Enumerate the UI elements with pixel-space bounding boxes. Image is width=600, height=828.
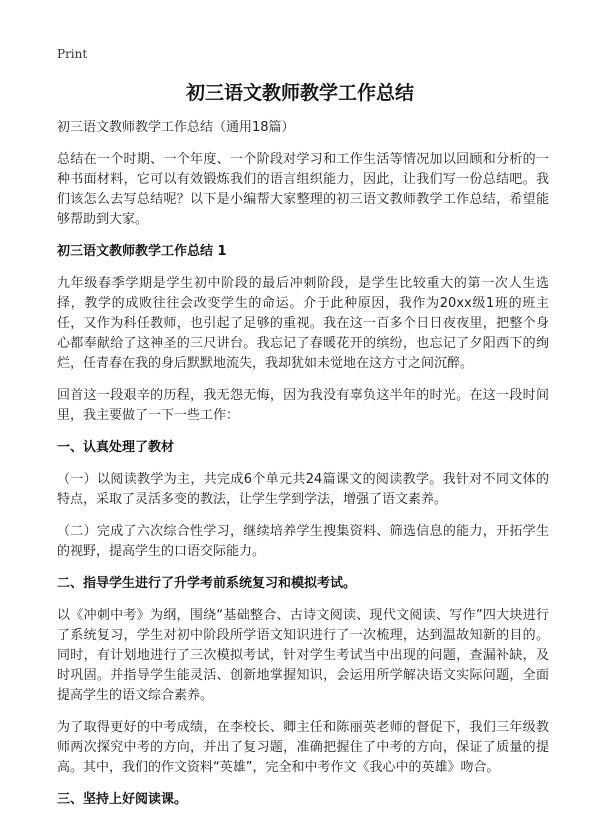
paragraph-1: 九年级春季学期是学生初中阶段的最后冲刺阶段，是学生比较重大的第一次人生选择，教学的成败往往会改变学生的命运。介于此种原因，我作为20xx级1班的班主任，又作为科任教师，也引起了足够的重视。我在这一百多个日日夜夜里，把整个身心都奉献给了这神圣的三尺讲台。我忘记了春暖花开的缤纷，也忘记了夕阳西下的绚烂，任青春在我的身后默默地流失，我却犹如未觉地在这方寸之间沉醉。 bbox=[57, 276, 549, 371]
paragraph-2: 回首这一段艰辛的历程，我无怨无悔，因为我没有辜负这半年的时光。在这一段时间里，我主要做了一下一些工作： bbox=[57, 388, 549, 423]
paragraph-4: （二）完成了六次综合性学习，继续培养学生搜集资料、筛选信息的能力，开拓学生的视野，提高学生的口语交际能力。 bbox=[57, 524, 549, 559]
document-subtitle: 初三语文教师教学工作总结（通用18篇） bbox=[57, 120, 295, 135]
document-title: 初三语文教师教学工作总结 bbox=[185, 82, 414, 104]
print-link[interactable]: Print bbox=[57, 47, 88, 61]
paragraph-6: 为了取得更好的中考成绩，在李校长、卿主任和陈丽英老师的督促下，我们三年级教师两次探究中考的方向，并出了复习题，准确把握住了中考的方向，保证了质量的提高。其中，我们的作文资料“英雄”，完全和中考作文《我心中的英雄》吻合。 bbox=[57, 720, 549, 775]
paragraph-3: （一）以阅读教学为主，共完成6个单元共24篇课文的阅读教学。我针对不同文体的特点，采取了灵活多变的教法，让学生学到学法，增强了语文素养。 bbox=[57, 472, 549, 507]
document-body bbox=[57, 118, 549, 822]
heading-1: 一、认真处理了教材 bbox=[57, 440, 175, 455]
heading-3: 三、坚持上好阅读课。 bbox=[57, 792, 188, 807]
heading-2: 二、指导学生进行了升学考前系统复习和模拟考试。 bbox=[57, 576, 357, 591]
paragraph-5: 以《冲刺中考》为纲，围绕“基础整合、古诗文阅读、现代文阅读、写作”四大块进行了系统复习，学生对初中阶段所学语文知识进行了一次梳理，达到温故知新的目的。同时，有计划地进行了三次模拟考试，针对学生考试当中出现的问题，查漏补缺，及时巩固。并指导学生能灵活、创新地掌握知识，会运用所学解决语文实际问题，全面提高学生的语文综合素养。 bbox=[57, 608, 549, 703]
intro-paragraph: 总结在一个时期、一个年度、一个阶段对学习和工作生活等情况加以回顾和分析的一种书面材料，它可以有效锻炼我们的语言组织能力，因此，让我们写一份总结吧。我们该怎么去写总结呢？以下是小编帮大家整理的初三语文教师教学工作总结，希望能够帮助到大家。 bbox=[57, 152, 549, 227]
section-title: 初三语文教师教学工作总结 1 bbox=[57, 244, 227, 259]
